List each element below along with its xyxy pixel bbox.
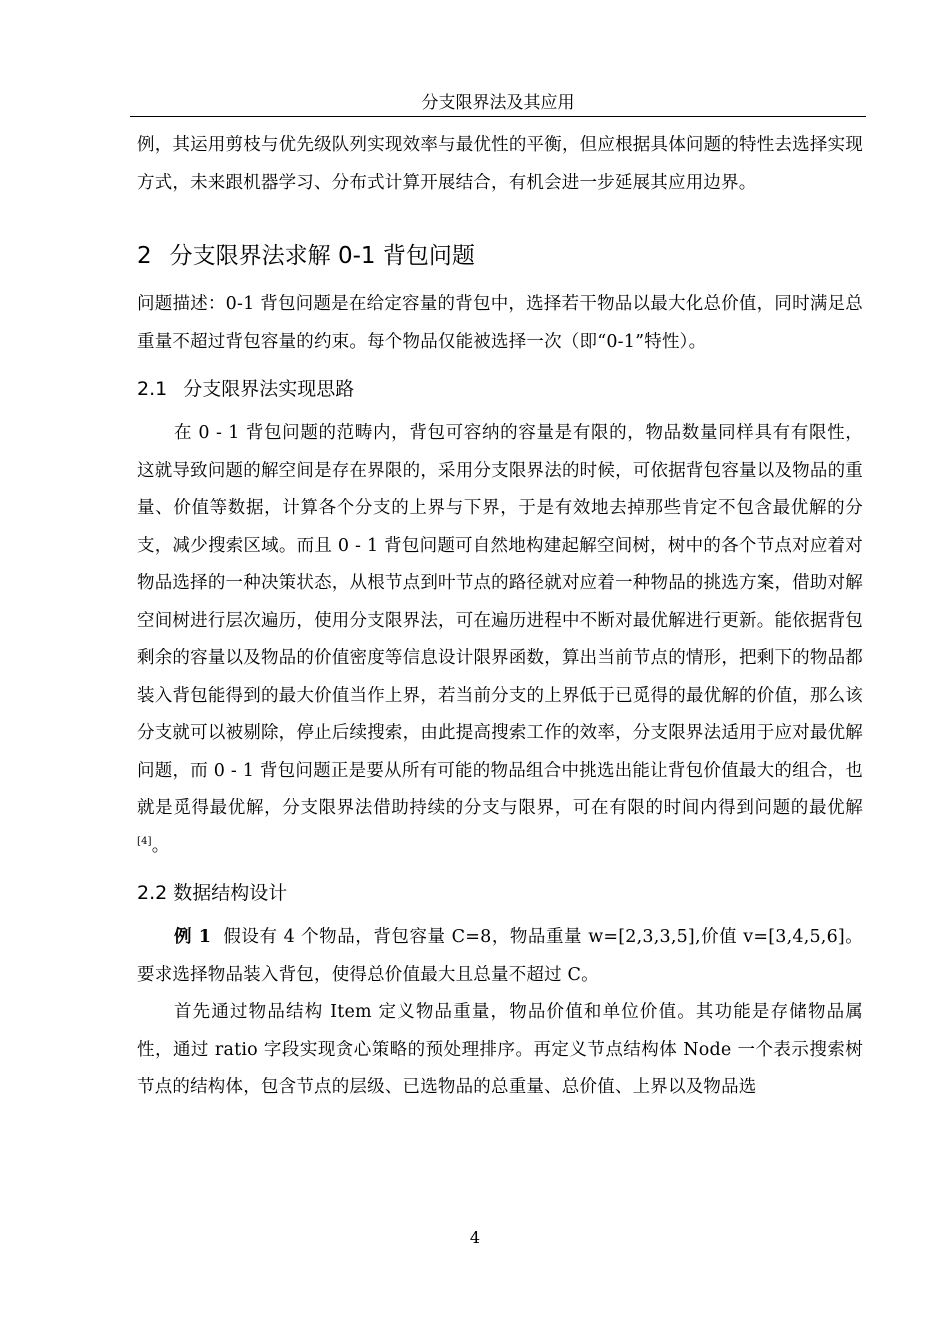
section-2-2-heading [137, 879, 863, 907]
example-text: 假设有 4 个物品，背包容量 C=8，物品重量 w=[2,3,3,5],价值 v=[3,4,5,6]。要求选择物品装入背包，使得总价值最大且总量不超过 C。 [137, 927, 863, 985]
section-2-1-number: 2.1 [137, 378, 168, 400]
running-header: 分支限界法及其应用 [130, 90, 866, 117]
section-2-1-title: 分支限界法实现思路 [183, 378, 355, 400]
example-label: 例 1 [174, 927, 212, 947]
section-2-1-end: 。 [151, 835, 170, 856]
citation-reference[interactable]: [4] [137, 835, 152, 847]
section-2-heading [137, 240, 863, 272]
problem-description: 问题描述：0-1 背包问题是在给定容量的背包中，选择若干物品以最大化总价值，同时满足总重量不超过背包容量的约束。每个物品仅能被选择一次（即“0-1”特性）。 [137, 294, 863, 352]
section-2-title: 分支限界法求解 0-1 背包问题 [169, 243, 475, 269]
section-2-1-body [137, 415, 863, 865]
section-2-1-text: 在 0 - 1 背包问题的范畴内，背包可容纳的容量是有限的，物品数量同样具有有限性，这就导致问题的解空间是存在界限的，采用分支限界法的时候，可依据背包容量以及物品的重量、价值等数据，计算各个分支的上界与下界，于是有效地去掉那些肯定不包含最优解的分支，减少搜索区域。而且 0 - 1 背包问题可自然地构建起解空间树，树中的各个节点对应着对物品选择的一种决策状态，从根节点到叶节点的路径就对应着一种物品的挑选方案，借助对解空间树进行层次遍历，使用分支限界法，可在遍历进程中不断对最优解进行更新。能依据背包剩余的容量以及物品的价值密度等信息设计限界函数，算出当前节点的情形，把剩下的物品都装入背包能得到的最大价值当作上界，若当前分支的上界低于已觅得的最优解的价值，那么该分支就可以被剔除，停止后续搜索，由此提高搜索工作的效率，分支限界法适用于应对最优解问题，而 0 - 1 背包问题正是要从所有可能的物品组合中挑选出能让背包价值最大的组合，也就是觅得最优解，分支限界法借助持续的分支与限界，可在有限的时间内得到问题的最优解 [137, 423, 863, 818]
section-2-2-title: 数据结构设计 [173, 882, 288, 904]
intro-paragraph: 例，其运用剪枝与优先级队列实现效率与最优性的平衡，但应根据具体问题的特性去选择实现方式，未来跟机器学习、分布式计算开展结合，有机会进一步延展其应用边界。 [137, 135, 863, 193]
section-2-2-body: 首先通过物品结构 Item 定义物品重量，物品价值和单位价值。其功能是存储物品属性，通过 ratio 字段实现贪心策略的预处理排序。再定义节点结构体 Node 一个表示搜索树节点的结构体，包含节点的层级、已选物品的总重量、总价值、上界以及物品选 [137, 1002, 863, 1097]
example-paragraph [137, 919, 863, 994]
page-number: 4 [469, 1228, 481, 1247]
section-2-number: 2 [137, 243, 152, 269]
page-content [137, 127, 863, 1107]
section-2-1-heading [137, 375, 863, 403]
section-2-2-number: 2.2 [137, 882, 168, 904]
